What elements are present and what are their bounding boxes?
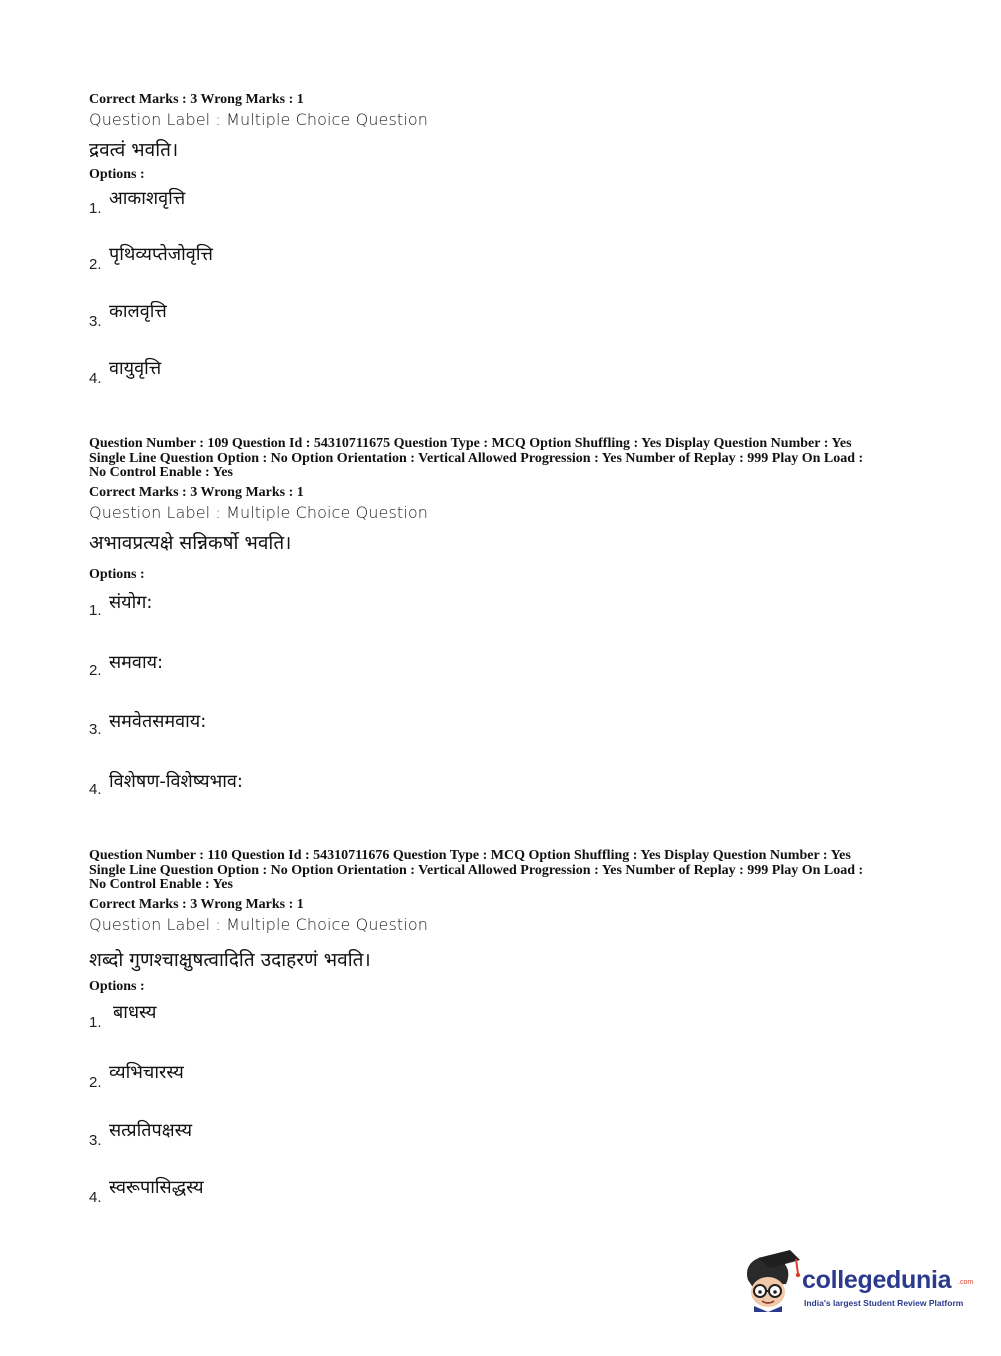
option-number: 4. (89, 370, 102, 387)
option-text: व्यभिचारस्य (109, 1062, 184, 1083)
marks-line: Correct Marks : 3 Wrong Marks : 1 (89, 485, 304, 500)
option-number: 4. (89, 781, 102, 798)
question-stem: द्रवत्वं भवति। (89, 139, 179, 161)
option-number: 3. (89, 1132, 102, 1149)
options-heading: Options : (89, 567, 145, 582)
option-text: पृथिव्यप्तेजोवृत्ति (109, 244, 213, 265)
option-text: समवेतसमवाय: (109, 711, 207, 732)
logo-suffix: .com (958, 1279, 974, 1286)
collegedunia-logo (742, 1250, 972, 1314)
option-text: विशेषण-विशेष्यभाव: (109, 771, 243, 792)
option-number: 2. (89, 662, 102, 679)
options-heading: Options : (89, 979, 145, 994)
option-number: 3. (89, 721, 102, 738)
question-label: Question Label : Multiple Choice Question (89, 503, 428, 522)
question-header-line: Question Number : 110 Question Id : 54310711676 Question Type : MCQ Option Shuffling : Yes Display Question Number : Yes (89, 848, 851, 863)
option-number: 3. (89, 313, 102, 330)
question-stem: अभावप्रत्यक्षे सन्निकर्षो भवति। (89, 532, 292, 554)
option-text: सत्प्रतिपक्षस्य (109, 1120, 193, 1141)
question-header-line: No Control Enable : Yes (89, 877, 233, 892)
question-header-line: No Control Enable : Yes (89, 465, 233, 480)
option-text: स्वरूपासिद्धस्य (109, 1177, 204, 1198)
question-header-line: Single Line Question Option : No Option Orientation : Vertical Allowed Progression : Yes Number of Replay : 999 Play On Load : (89, 451, 864, 466)
options-heading: Options : (89, 167, 145, 182)
question-header-line: Single Line Question Option : No Option Orientation : Vertical Allowed Progression : Yes Number of Replay : 999 Play On Load : (89, 863, 864, 878)
option-number: 1. (89, 1014, 102, 1031)
option-number: 4. (89, 1189, 102, 1206)
option-number: 2. (89, 256, 102, 273)
logo-wordmark: collegedunia (802, 1266, 952, 1294)
logo-tagline: India's largest Student Review Platform (804, 1298, 964, 1308)
option-text: संयोग: (109, 592, 153, 613)
question-label: Question Label : Multiple Choice Question (89, 110, 428, 129)
option-text: बाधस्य (113, 1002, 157, 1023)
question-header-line: Question Number : 109 Question Id : 54310711675 Question Type : MCQ Option Shuffling : Yes Display Question Number : Yes (89, 436, 852, 451)
question-stem: शब्दो गुणश्चाक्षुषत्वादिति उदाहरणं भवति। (89, 949, 371, 971)
option-number: 2. (89, 1074, 102, 1091)
marks-line: Correct Marks : 3 Wrong Marks : 1 (89, 92, 304, 107)
option-number: 1. (89, 602, 102, 619)
option-text: समवाय: (109, 652, 164, 673)
option-text: कालवृत्ति (109, 301, 167, 322)
option-number: 1. (89, 200, 102, 217)
question-label: Question Label : Multiple Choice Question (89, 915, 428, 934)
student-mascot-icon (742, 1250, 802, 1312)
option-text: वायुवृत्ति (109, 358, 162, 379)
option-text: आकाशवृत्ति (109, 188, 186, 209)
marks-line: Correct Marks : 3 Wrong Marks : 1 (89, 897, 304, 912)
